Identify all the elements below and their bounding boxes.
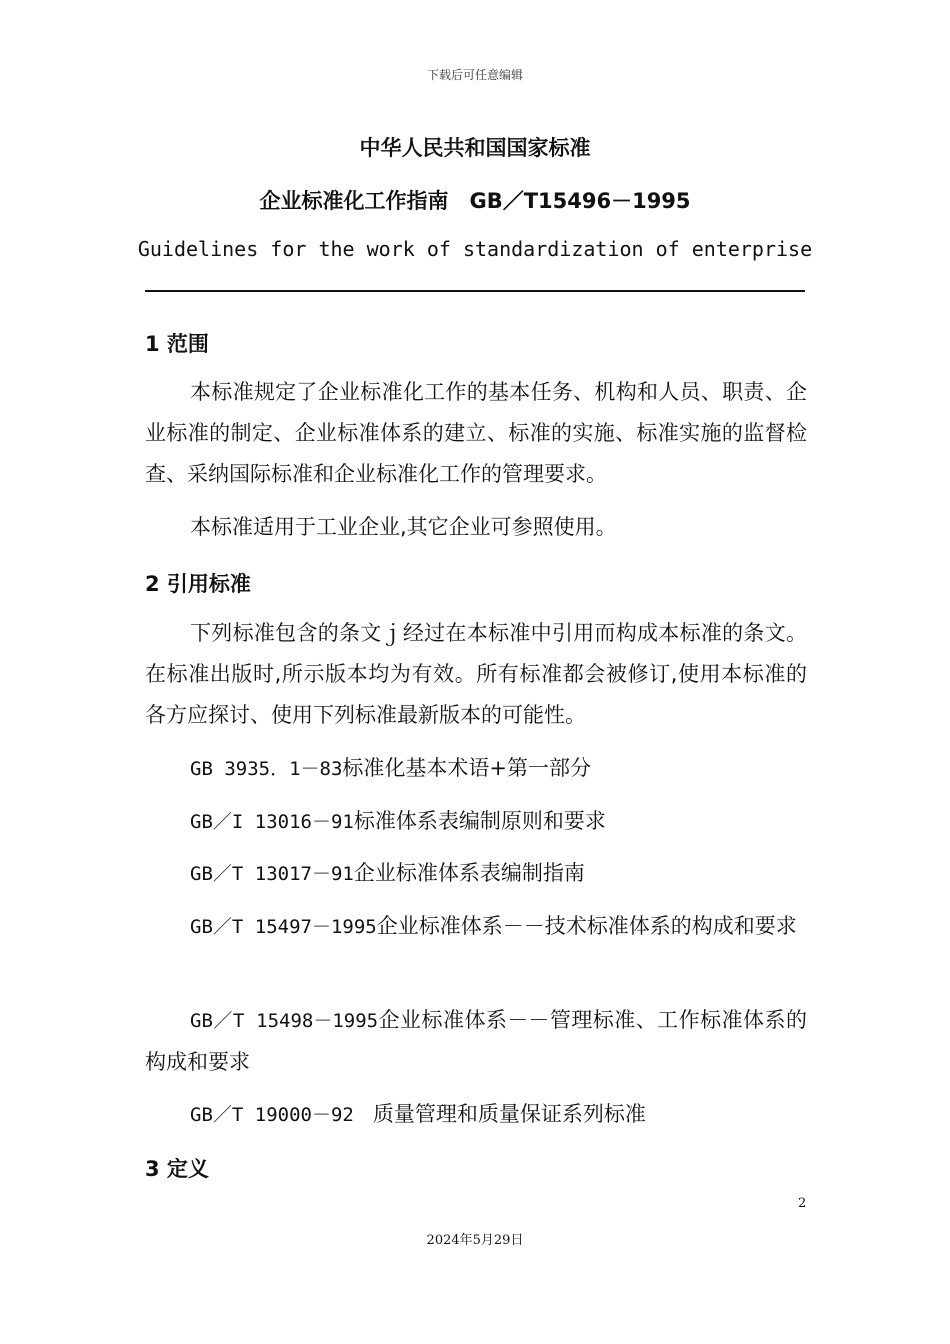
reference-code: GB／T 13017－91 [190,863,354,885]
reference-title: 标准体系表编制原则和要求 [353,809,606,833]
references-intro-paragraph: 下列标准包含的条文ｊ经过在本标准中引用而构成本标准的条文。在标准出版时,所示版本均为有效。所有标准都会被修订,使用本标准的各方应探讨、使用下列标准最新版本的可能性。 [145,621,807,727]
reference-code: GB／T 19000－92 [190,1104,373,1126]
reference-item [145,853,807,895]
reference-title: 企业标准体系表编制指南 [353,861,585,885]
page-number: 2 [798,1196,807,1211]
standard-title-en: Guidelines for the work of standardization of enterprise [137,237,813,261]
reference-code: GB／T 15498－1995 [190,1010,379,1032]
reference-code: GB／I 13016－91 [190,811,354,833]
reference-title: 标准化基本术语+第一部分 [342,756,591,780]
section-heading-scope: 1 范围 [145,332,209,356]
title-divider [145,290,805,292]
reference-item [145,1000,807,1083]
applicability-paragraph: 本标准适用于工业企业,其它企业可参照使用。 [190,515,617,539]
footer-date: 2024年5月29日 [426,1233,524,1248]
header-note: 下载后可任意编辑 [426,68,523,82]
reference-item [145,748,807,790]
section-heading-definitions: 3 定义 [145,1157,209,1181]
section-heading-references: 2 引用标准 [145,572,251,596]
reference-title: 质量管理和质量保证系列标准 [372,1102,646,1126]
standard-title: 企业标准化工作指南 GB／T15496－1995 [259,189,691,213]
reference-title: 企业标准体系－－技术标准体系的构成和要求 [376,914,797,938]
document-title-cn: 中华人民共和国国家标准 [359,136,591,160]
reference-item [145,906,807,948]
reference-code: GB 3935．1－83 [190,758,343,780]
reference-title: 企业标准体系－－管理标准、工作标准体系的构成和要求 [145,1008,807,1074]
scope-paragraph: 本标准规定了企业标准化工作的基本任务、机构和人员、职责、企业标准的制定、企业标准体系的建立、标准的实施、标准实施的监督检查、采纳国际标准和企业标准化工作的管理要求。 [145,380,807,486]
reference-code: GB／T 15497－1995 [190,916,377,938]
reference-item [145,1094,807,1136]
reference-item [145,801,807,843]
